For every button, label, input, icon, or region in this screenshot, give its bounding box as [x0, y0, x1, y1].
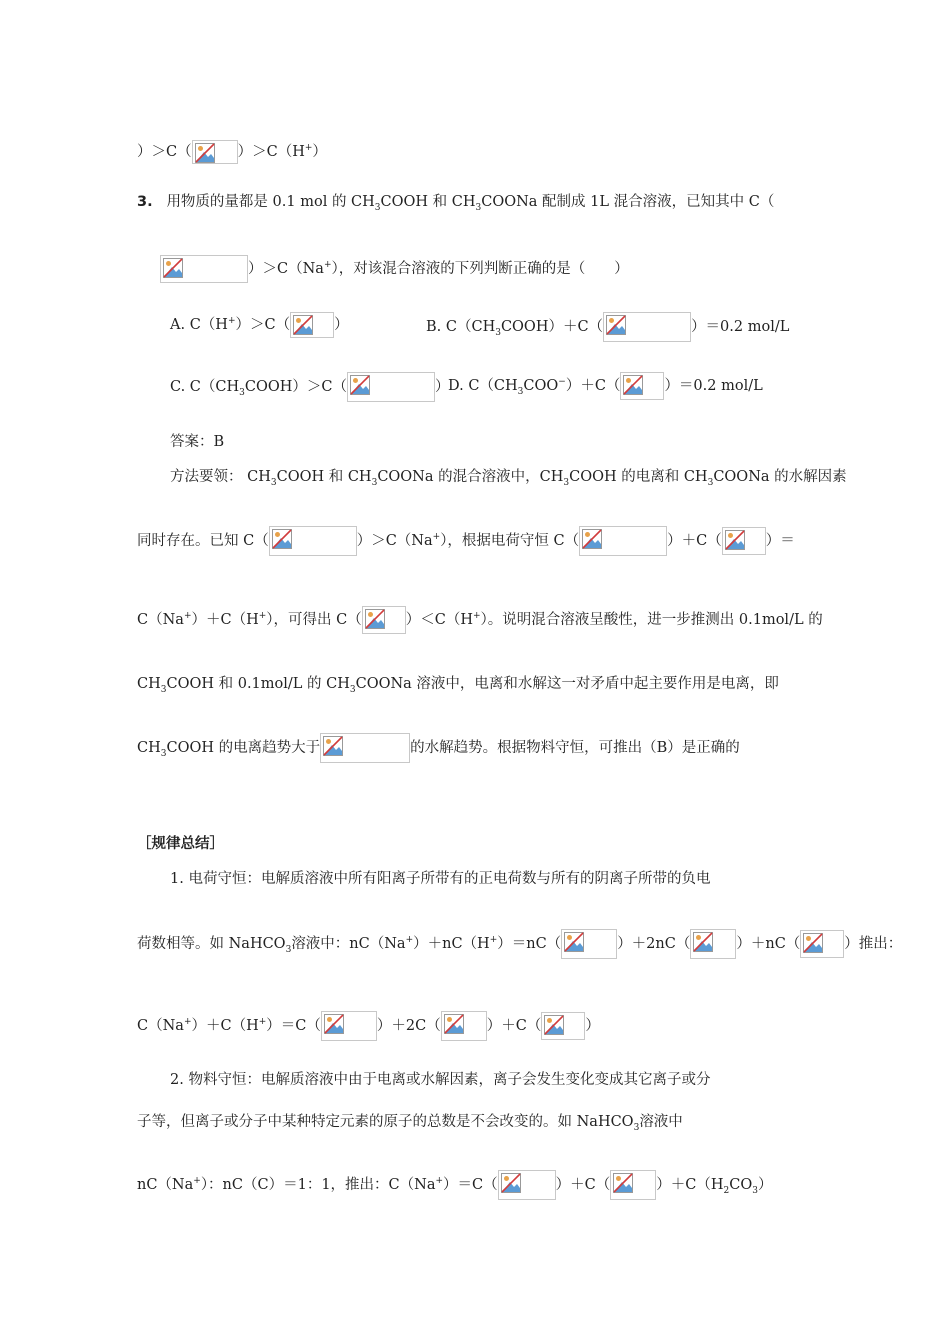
broken-image-icon [579, 526, 667, 556]
broken-image-icon [541, 1012, 585, 1040]
broken-image-icon [620, 372, 664, 400]
broken-image-icon [321, 1011, 377, 1041]
broken-image-icon [362, 606, 406, 634]
broken-image-icon [544, 1015, 564, 1035]
broken-image-icon [195, 143, 215, 163]
answer: 答案：B [170, 434, 225, 450]
broken-image-icon [564, 932, 584, 952]
broken-image-icon [269, 526, 357, 556]
broken-image-icon [324, 1014, 344, 1034]
broken-image-icon [610, 1170, 656, 1200]
broken-image-icon [582, 529, 602, 549]
broken-image-icon [350, 375, 370, 395]
broken-image-icon [441, 1011, 487, 1041]
rule-1-line-3: C（Na+）＋C（H+）＝C（ ）＋2C（ ）＋C（ ） [137, 1011, 600, 1041]
option-d: D. $C(CH_3COO^-)+C$（ ）＝0.2 mol/L [448, 372, 763, 400]
method-line-1: 方法要领： $CH_3COOH$ 和 $CH_3COONa$ 的混合溶液中，$CH_3COOH$ 的电离和 $CH_3COONa$ 的水解因素 [170, 469, 847, 488]
broken-image-icon [803, 933, 823, 953]
rule-2-line-3: nC（Na+）：nC（C）＝1：1，推出：C（Na+）＝C（ ）＋C（ ）$+C(H_2CO_3)$ [137, 1170, 772, 1200]
broken-image-icon [800, 930, 844, 958]
broken-image-icon [498, 1170, 556, 1200]
section-heading: ［规律总结］ [137, 836, 224, 852]
option-c: C. $C(CH_3COOH)>C$（ ） [170, 372, 449, 402]
question-3-line-2: ）＞C（Na+），对该混合溶液的下列判断正确的是（ ） [160, 255, 629, 283]
broken-image-icon [623, 375, 643, 395]
broken-image-icon [365, 609, 385, 629]
broken-image-icon [722, 527, 766, 555]
broken-image-icon [690, 929, 736, 959]
method-line-4: $CH_3COOH$ 和 0.1mol/L 的 $CH_3COONa$ 溶液中，电离和水解这一对矛盾中起主要作用是电离，即 [137, 676, 779, 695]
option-b: B. $C(CH_3COOH)+C$（ ）＝0.2 mol/L [426, 312, 789, 342]
broken-image-icon [293, 315, 313, 335]
broken-image-icon [163, 258, 183, 278]
method-line-5: $CH_3COOH$ 的电离趋势大于 的水解趋势。根据物料守恒，可推出（B）是正确的 [137, 733, 740, 763]
method-line-3: C（Na+）＋C（H+），可得出 C（ ）＜C（H+）。说明混合溶液呈酸性，进一步推测出 0.1mol/L 的 [137, 606, 823, 634]
broken-image-icon [160, 255, 248, 283]
broken-image-icon [603, 312, 691, 342]
line-0: ）＞C（ ）＞C（H+） [137, 140, 327, 164]
option-a: A. C（H+）＞C（ ） [170, 312, 349, 338]
rule-2-line-1: 2. 物料守恒：电解质溶液中由于电离或水解因素，离子会发生变化变成其它离子或分 [170, 1072, 711, 1088]
broken-image-icon [444, 1014, 464, 1034]
rule-2-line-2: 子等，但离子或分子中某种特定元素的原子的总数是不会改变的。如 NaHCO$_3$溶液中 [137, 1114, 683, 1133]
broken-image-icon [290, 312, 334, 338]
broken-image-icon [272, 529, 292, 549]
broken-image-icon [725, 530, 745, 550]
broken-image-icon [192, 140, 238, 164]
question-3: 3. 用物质的量都是 0.1 mol 的 $CH_3COOH$ 和 $CH_3COONa$ 配制成 1L 混合溶液，已知其中 C（ [137, 194, 775, 213]
broken-image-icon [323, 736, 343, 756]
broken-image-icon [320, 733, 410, 763]
rule-1-line-1: 1. 电荷守恒：电解质溶液中所有阳离子所带有的正电荷数与所有的阴离子所带的负电 [170, 871, 711, 887]
broken-image-icon [693, 932, 713, 952]
broken-image-icon [606, 315, 626, 335]
method-line-2: 同时存在。已知 C（ ）＞C（Na+），根据电荷守恒 C（ ）＋C（ ）＝ [137, 526, 795, 556]
broken-image-icon [347, 372, 435, 402]
broken-image-icon [613, 1173, 633, 1193]
broken-image-icon [501, 1173, 521, 1193]
rule-1-line-2: 荷数相等。如 NaHCO$_3$溶液中：nC（Na+）＋nC（H+）＝nC（ ）＋2nC（ ）＋nC（ ）推出： [137, 929, 902, 959]
broken-image-icon [561, 929, 617, 959]
